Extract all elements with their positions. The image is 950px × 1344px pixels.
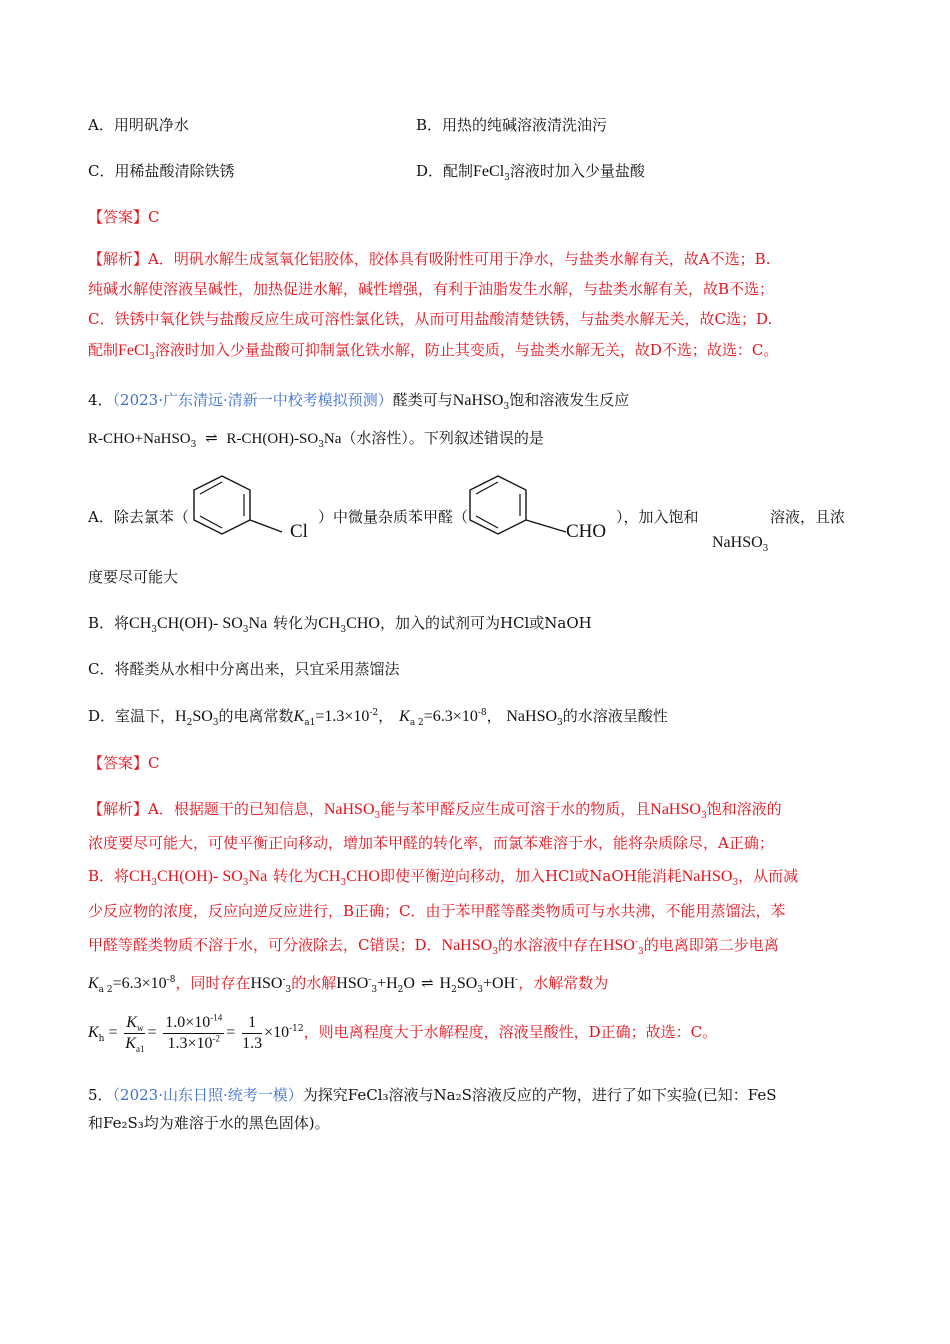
- q5-stem-line-2: 和Fe₂S₃均为难溶于水的黑色固体)。: [88, 1114, 330, 1132]
- q4-option-a-nahso3: NaHSO$_3$: [712, 534, 769, 554]
- q3-analysis-line-1: 【解析】A．明矾水解生成氢氧化铝胶体，胶体具有吸附性可用于净水，与盐类水解有关，故A不选；B.: [88, 250, 771, 268]
- q4-analysis-line-6: $K_{a 2}=6.3\times 10^{-8}$，同时存在$HSO^-_3$的水解$HSO^-_3+H_2O$ ⇌ $H_2SO_3+OH^-$，水解常数为: [88, 974, 609, 995]
- q4-stem: 4．（2023·广东清远·清新一中校考模拟预测）醛类可与NaHSO$_3$饱和溶液发生反应: [88, 391, 630, 412]
- q4-option-d: D．室温下，$H_2SO_3$的电离常数$K_{a1}=1.3\times 10^{-2}$， $K_{a 2}=6.3\times 10^{-8}$， NaHSO$_3$的水溶液呈酸性: [88, 707, 668, 728]
- q4-analysis-line-4: 少反应物的浓度，反应向逆反应进行，B正确；C．由于苯甲醛等醛类物质可与水共沸，不能用蒸馏法，苯: [88, 902, 786, 920]
- q4-option-a-part3: ），加入饱和: [616, 508, 699, 526]
- q3-option-d: D．配制FeCl$_3$溶液时加入少量盐酸: [416, 162, 645, 183]
- q3-answer: 【答案】C: [88, 208, 160, 226]
- q4-answer: 【答案】C: [88, 754, 160, 772]
- q4-option-a-part4: 溶液，且浓: [770, 508, 846, 526]
- q4-analysis-line-7: $K_h$ = $\frac{K_w}{K_{a1}}$ = $\frac{1.0\times 10^{-14}}{1.3\times 10^{-2}}$ = $\frac{1}{1.3}$ $\times 10^{-12}$，则电离程度大于水解程度，溶液呈酸性，D正确；故选：C。: [88, 1012, 718, 1054]
- q4-option-a-part2: ）中微量杂质苯甲醛（: [318, 508, 469, 526]
- q3-analysis-line-3: C．铁锈中氧化铁与盐酸反应生成可溶性氯化铁，从而可用盐酸清楚铁锈，与盐类水解无关，故C选；D.: [88, 310, 773, 328]
- q3-analysis-line-4: 配制FeCl$_3$溶液时加入少量盐酸可抑制氯化铁水解，防止其变质，与盐类水解无关，故D不选；故选：C。: [88, 341, 779, 362]
- aldehyde-label: CHO: [566, 521, 607, 542]
- q4-option-c: C．将醛类从水相中分离出来，只宜采用蒸馏法: [88, 660, 400, 678]
- q3-option-a: A．用明矾净水: [88, 116, 189, 134]
- q3-option-b: B．用热的纯碱溶液清洗油污: [416, 116, 608, 134]
- q4-option-a-part5: 度要尽可能大: [88, 568, 179, 586]
- q4-option-b: B．将$CH_3CH(OH)-$ $SO_3Na$ 转化为$CH_3CHO$，加入的试剂可为HCl或NaOH: [88, 614, 592, 635]
- kw-over-ka1-fraction: $\frac{K_w}{K_{a1}}$: [125, 1013, 145, 1054]
- q4-analysis-line-5: 甲醛等醛类物质不溶于水，可分液除去，C错误；D．NaHSO$_3$的水溶液中存在$HSO^-_3$的电离即第二步电离: [88, 936, 779, 957]
- chloro-label: Cl: [290, 521, 308, 542]
- numeric-fraction: $\frac{1.0\times 10^{-14}}{1.3\times 10^{-2}}$: [165, 1012, 223, 1052]
- q4-option-a-part1: A．除去氯苯（: [88, 508, 189, 526]
- q4-equation: R-CHO+NaHSO$_3$ ⇌ $R-CH(OH)-SO_3Na$（水溶性）。下列叙述错误的是: [88, 429, 544, 450]
- q4-analysis-line-2: 浓度要尽可能大，可使平衡正向移动，增加苯甲醛的转化率，而氯苯难溶于水，能将杂质除尽，A正确；: [88, 834, 774, 852]
- simplified-fraction: $\frac{1}{1.3}$: [242, 1013, 263, 1052]
- q3-option-c: C．用稀盐酸清除铁锈: [88, 162, 235, 180]
- q5-stem-line-1: 5．（2023·山东日照·统考一模）为探究FeCl₃溶液与Na₂S溶液反应的产物，进行了如下实验(已知：FeS: [88, 1086, 777, 1104]
- q4-analysis-line-1: 【解析】A．根据题干的已知信息，NaHSO$_3$能与苯甲醛反应生成可溶于水的物质，且NaHSO$_3$饱和溶液的: [88, 800, 782, 821]
- q3-analysis-line-2: 纯碱水解使溶液呈碱性，加热促进水解，碱性增强，有利于油脂发生水解，与盐类水解有关，故B不选；: [88, 280, 775, 298]
- q5-source: （2023·山东日照·统考一模）: [112, 1086, 303, 1104]
- q4-analysis-line-3: B．将$CH_3CH(OH)-$ $SO_3Na$ 转化为$CH_3CHO$即使平衡逆向移动，加入HCl或NaOH能消耗NaHSO$_3$，从而减: [88, 867, 799, 888]
- q4-source: （2023·广东清远·清新一中校考模拟预测）: [112, 391, 393, 409]
